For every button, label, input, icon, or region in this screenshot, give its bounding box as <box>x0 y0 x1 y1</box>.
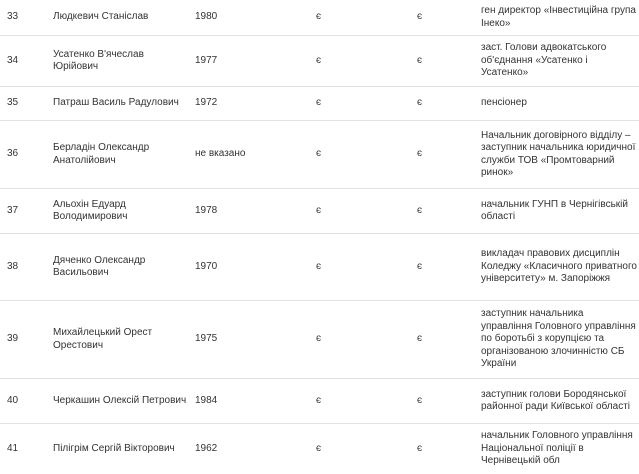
table-row <box>0 0 639 36</box>
mark-a: є <box>316 260 322 272</box>
mark-b: є <box>417 394 423 406</box>
mark-b: є <box>417 442 423 454</box>
full-name: Усатенко В'ячеслав Юрійович <box>53 48 144 72</box>
table-row <box>0 121 639 189</box>
full-name: Альохін Едуард Володимирович <box>53 198 128 222</box>
mark-a: є <box>316 11 322 23</box>
full-name: Михайлецький Орест Орестович <box>53 327 153 351</box>
birth-year: 1962 <box>195 442 218 454</box>
birth-year: 1984 <box>195 394 218 406</box>
mark-b: є <box>417 11 423 23</box>
full-name: Людкевич Станіслав <box>53 11 149 23</box>
mark-a: є <box>316 204 322 216</box>
row-number: 35 <box>7 97 19 109</box>
full-name: Патраш Василь Радулович <box>53 97 179 109</box>
mark-a: є <box>316 148 322 160</box>
birth-year: 1978 <box>195 204 218 216</box>
row-number: 39 <box>7 333 19 345</box>
table-row <box>0 301 639 379</box>
row-number: 33 <box>7 11 19 23</box>
table-row <box>0 379 639 424</box>
birth-year: не вказано <box>195 148 246 160</box>
row-number: 41 <box>7 442 19 454</box>
full-name: Черкашин Олексій Петрович <box>53 394 187 406</box>
row-number: 37 <box>7 204 19 216</box>
full-name: Пілігрім Сергій Вікторович <box>53 442 175 454</box>
birth-year: 1977 <box>195 54 218 66</box>
position: викладач правових дисциплін Коледжу «Класичного приватного університету» м. Запоріжжя <box>481 248 637 285</box>
full-name: Берладін Олександр Анатолійович <box>53 142 150 166</box>
table-row <box>0 87 639 121</box>
position: ген директор «Інвестиційна група Інеко» <box>481 5 636 29</box>
position: заст. Голови адвокатського об'єднання «Усатенко і Усатенко» <box>481 42 607 79</box>
table-row <box>0 234 639 301</box>
position: начальник ГУНП в Чернігівській області <box>481 198 628 222</box>
mark-a: є <box>316 54 322 66</box>
birth-year: 1975 <box>195 333 218 345</box>
mark-b: є <box>417 97 423 109</box>
row-number: 34 <box>7 54 19 66</box>
row-number: 40 <box>7 394 19 406</box>
mark-a: є <box>316 394 322 406</box>
mark-b: є <box>417 260 423 272</box>
position: начальник Головного управління Національної поліції в Чернівецькій обл <box>481 430 633 467</box>
row-number: 38 <box>7 260 19 272</box>
birth-year: 1972 <box>195 97 218 109</box>
mark-b: є <box>417 333 423 345</box>
position: заступник начальника управління Головного управління по боротьбі з корупцією та організованою злочинністю СБ України <box>481 308 636 370</box>
birth-year: 1980 <box>195 11 218 23</box>
mark-b: є <box>417 148 423 160</box>
full-name: Дяченко Олександр Васильович <box>53 254 146 278</box>
table-row <box>0 189 639 234</box>
mark-b: є <box>417 204 423 216</box>
row-number: 36 <box>7 148 19 160</box>
mark-a: є <box>316 97 322 109</box>
position: Начальник договірного відділу – заступник начальника юридичної служби ТОВ «Промтоварний ринок» <box>481 129 636 178</box>
mark-a: є <box>316 333 322 345</box>
table-row <box>0 424 639 474</box>
mark-b: є <box>417 54 423 66</box>
birth-year: 1970 <box>195 260 218 272</box>
position: пенсіонер <box>481 97 527 109</box>
mark-a: є <box>316 442 322 454</box>
table-row <box>0 36 639 87</box>
position: заступник голови Бородянської районної ради Київської області <box>481 388 630 412</box>
